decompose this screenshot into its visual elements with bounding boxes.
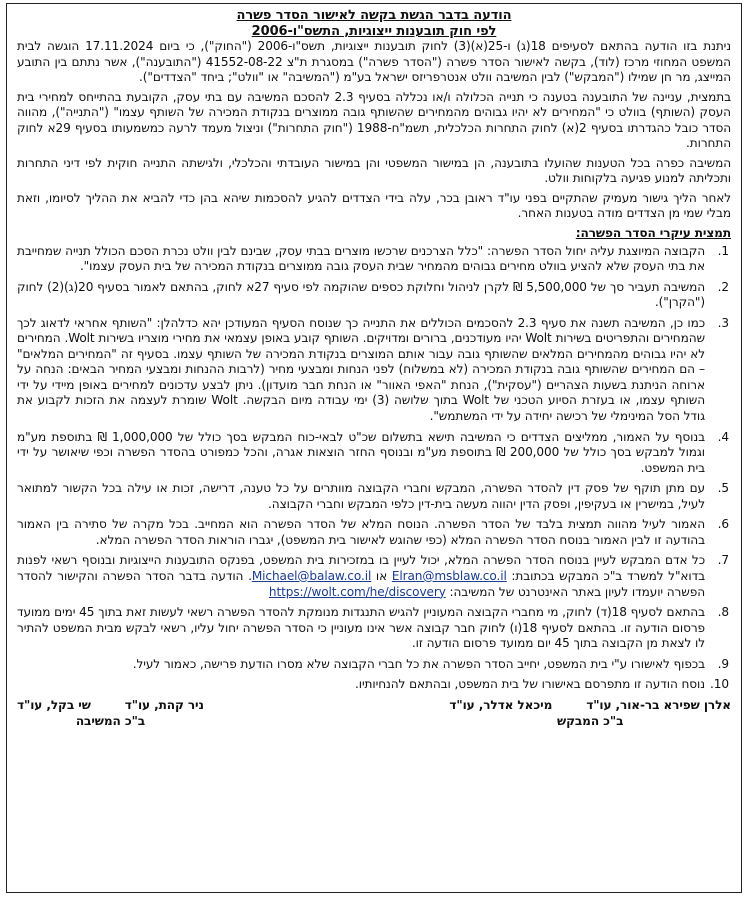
- signatory-name: מיכאל אדלר, עו"ד: [449, 697, 553, 712]
- item-text: או: [371, 568, 392, 583]
- item-number: 10.: [710, 677, 729, 692]
- notice-subtitle: לפי חוק תובענות ייצוגיות, התשס"ו-2006: [251, 23, 497, 39]
- signatory-name: אלרן שפירא בר-אור, עו"ד: [586, 697, 731, 712]
- item-text: בכפוף לאישורו ע"י בית המשפט, יחייב הסדר הפשרה את כל חברי הקבוצה שלא מסרו הודעת פרישה, כאמור לעיל.: [132, 656, 705, 671]
- email-link-michael[interactable]: Michael@balaw.co.il: [251, 568, 372, 583]
- item-text: בהתאם לסעיף 18(ד) לחוק, מי מחברי הקבוצה המעוניין להגיש התנגדות מנומקת להסדר הפשרה רשאי לעשות זאת בתוך 45 ימים ממועד פרסום הודעה זו. בהתאם לסעיף 18(ו) לחוק חבר קבוצה אשר אינו מעוניין כי הסדר הפשרה יחול עליו, רשאי לבקש מבית המשפט להתיר לו לצאת מן הקבוצה בתוך 45 יום ממועד פרסום הודעה זו.: [17, 605, 705, 651]
- item-text: הקבוצה המיוצגת עליה יחול הסדר הפשרה: "כלל הצרכנים שרכשו מוצרים בבתי עסק, שבינם לבין וולט נכרת הסכם הכולל תנייה שמחייבת את בתי העסק שלא להציע בוולט מחירים גבוהים מהמחיר שבית העסק גובה ממוצרים בנקודת המכירה של בית העסק עצמו".: [17, 243, 705, 274]
- item-number: 8.: [717, 605, 729, 620]
- email-link-elran[interactable]: Elran@msblaw.co.il: [391, 568, 507, 583]
- item-text: האמור לעיל מהווה תמצית בלבד של הסדר הפשרה. הנוסח המלא של הסדר הפשרה הוא המחייב. בכל מקרה של סתירה בין האמור בהודעה זו לבין האמור בנוסח הסדר הפשרה המלא (כפי שהוגש לאישור בית המשפט), יגברו הוראות הסדר הפשרה המלא.: [17, 517, 705, 547]
- item-text: המשיבה תעביר סך של 5,500,000 ₪ לקרן לניהול וחלוקת כספים שהוקמה לפי סעיף 27א לחוק, בהתאם לאמור בסעיף 20(ג)(2) לחוק ("הקרן").: [17, 279, 705, 310]
- item-number: 6.: [717, 517, 729, 532]
- signatory-name: שי בקל, עו"ד: [17, 697, 91, 712]
- item-number: 5.: [717, 481, 729, 496]
- list-item: [17, 244, 731, 275]
- item-number: 3.: [717, 315, 729, 330]
- item-text: בנוסף על האמור, ממליצים הצדדים כי המשיבה תישא בתשלום שכ"ט לבאי-כוח המבקש בסך כולל של 1,000,000 ₪ בתוספת מע"מ וגמול למבקש בסך כולל של 200,000 ₪ בתוספת מע"מ ובנוסף החזר הוצאות אגרה, והכל כמפורט בהסדר הפשרה וכפי שיאושר על ידי בית המשפט.: [17, 429, 705, 475]
- signatory-name: ניר קהת, עו"ד: [124, 697, 204, 712]
- item-text: . הודעה בדבר הסדר הפשרה והקישור להסדר הפשרה יועמדו לעיון באתר האינטרנט של המשיבה:: [17, 568, 705, 599]
- list-item: [17, 280, 731, 311]
- list-item: [17, 657, 731, 673]
- item-number: 4.: [717, 429, 729, 444]
- signatory-role: ב"כ המבקש: [557, 714, 624, 729]
- intro-paragraph: לאחר הליך גישור מעמיק שהתקיים בפני עו"ד ראובן בכר, עלה בידי הצדדים להגיע להסכמות שיהא בהן כדי להביא את ההליך לסיומו, וזאת מבלי שמי מן הצדדים מודה בטענות האחר.: [17, 190, 731, 221]
- respondent-counsel-signatures: [17, 698, 204, 730]
- list-item: [17, 605, 731, 652]
- settlement-items: [17, 244, 731, 693]
- list-item: [17, 430, 731, 477]
- website-link[interactable]: https://wolt.com/he/discovery: [268, 584, 446, 599]
- signatory-role: ב"כ המשיבה: [75, 714, 146, 729]
- item-number: 9.: [717, 656, 729, 671]
- section-title: תמצית עיקרי הסדר הפשרה:: [575, 226, 731, 241]
- list-item: [17, 517, 731, 548]
- plaintiff-counsel-signatures: [449, 698, 731, 730]
- item-number: 1.: [717, 243, 729, 258]
- item-number: 2.: [717, 279, 729, 294]
- list-item: [17, 553, 731, 600]
- notice-title: הודעה בדבר הגשת בקשה לאישור הסדר פשרה: [236, 8, 512, 23]
- signature-block: [17, 698, 731, 730]
- class-action-notice: [6, 3, 742, 893]
- item-text: עם מתן תוקף של פסק דין להסדר הפשרה, המבקש וחברי הקבוצה מוותרים על כל טענה, דרישה, זכות או עילה בכל הקשור למתואר לעיל, במישרין או בעקיפין, ופסק הדין יהווה מעשה בית-דין כלפי המבקש וחברי הקבוצה.: [17, 481, 705, 511]
- list-item: [17, 481, 731, 512]
- item-number: 7.: [717, 553, 729, 568]
- intro-paragraph: ניתנת בזו הודעה בהתאם לסעיפים 18(ג) ו-25(א)(3) לחוק תובענות ייצוגיות, תשס"ו-2006 ("החוק"), כי ביום 17.11.2024 הוגשה לבית המשפט המחוזי מרכז (לוד), בקשה לאישור הסדר פשרה ("הסדר פשרה") במסגרת ת"צ 41552-08-22 ("התובענה"), אשר נתתם בין התובע המייצג, מר חן שמילו ("המבקש") לבין המשיבה וולט אנטרפריזס ישראל בע"מ ("המשיבה" או "וולט"; ביחד "הצדדים").: [17, 39, 732, 85]
- list-item: [17, 316, 731, 425]
- item-text: כמו כן, המשיבה תשנה את סעיף 2.3 להסכמים הכוללים את התנייה כך שנוסח הסעיף המעודכן יהא כדלהלן: "השותף אחראי לדאוג לכך שהמחירים והתפריטים בשירות Wolt יהיו מעודכנים, ברורים ומדויקים. השותף קובע באופן עצמאי את מחירי מוצריו בשירות Wolt. המחירים לא יהיו גבוהים מהמחירים המלאים שהשותף גובה עבור אותם המוצרים בנקודת המכירה של השותף עצמו. בסעיף זה "המחירים המלאים" – הם המחירים שהשותף גובה בנקודת המכירה (לא במשלוח) לפני הנחות ומבצעי מחיר (לרבות ההנחות ומבצעי המחיר הבאים: הנחה על ארוחה הניתנת בשעות הצהריים ("עסקית"), הנחת "האפי האוור" או הנחת חבר מועדון). ניתן לבצע עדכונים למחירים באופן מיידי על ידי השותף עצמו, או בעזרת הסיוע הטכני של Wolt בתוך שלושה (3) ימי עבודה מיום הבקשה. Wolt שומרת לעצמה את הזכות לקבוע את גודל הסל המינימלי של רכישה יחידה על ידי המשתמש".: [17, 315, 705, 424]
- intro-paragraph: בתמצית, עניינה של התובענה בטענה כי תנייה הכלולה ו/או נכללה בסעיף 2.3 להסכם המשיבה עם בתי עסק, הקובעת בהתייחס למחירי בית העסק (השותף) בוולט כי "המחירים לא יהיו גבוהים מהמחירים שהשותף גובה ממוצרים בנקודת המכירה של השותף עצמו" ("התנייה"), מהווה הסדר כובל כהגדרתו בסעיף 2(א) לחוק התחרות הכלכלית, תשמ"ח-1988 ("חוק התחרות") וניצול מעמד לרעה כמשמעותו בסעיף 29א לחוק התחרות.: [17, 89, 732, 151]
- intro-paragraph: המשיבה כפרה בכל הטענות שהועלו בתובענה, הן במישור המשפטי והן במישור העובדתי והכלכלי, ולגישתה התנייה חוקית לפי דיני התחרות ותכליתה למנוע פגיעה בלקוחות וולט.: [17, 155, 731, 186]
- item-text: נוסח הודעה זו מתפרסם באישורו של בית המשפט, ובהתאם להנחיותיו.: [355, 677, 705, 692]
- list-item: [17, 677, 731, 693]
- item-text: כל אדם המבקש לעיין בנוסח הסדר הפשרה המלא, יכול לעיין בו במזכירות בית המשפט, בפנקס התובענות הייצוגיות ובנוסף רשאי לפנות בדוא"ל למשרד ב"כ המבקש בכתובת:: [17, 553, 705, 583]
